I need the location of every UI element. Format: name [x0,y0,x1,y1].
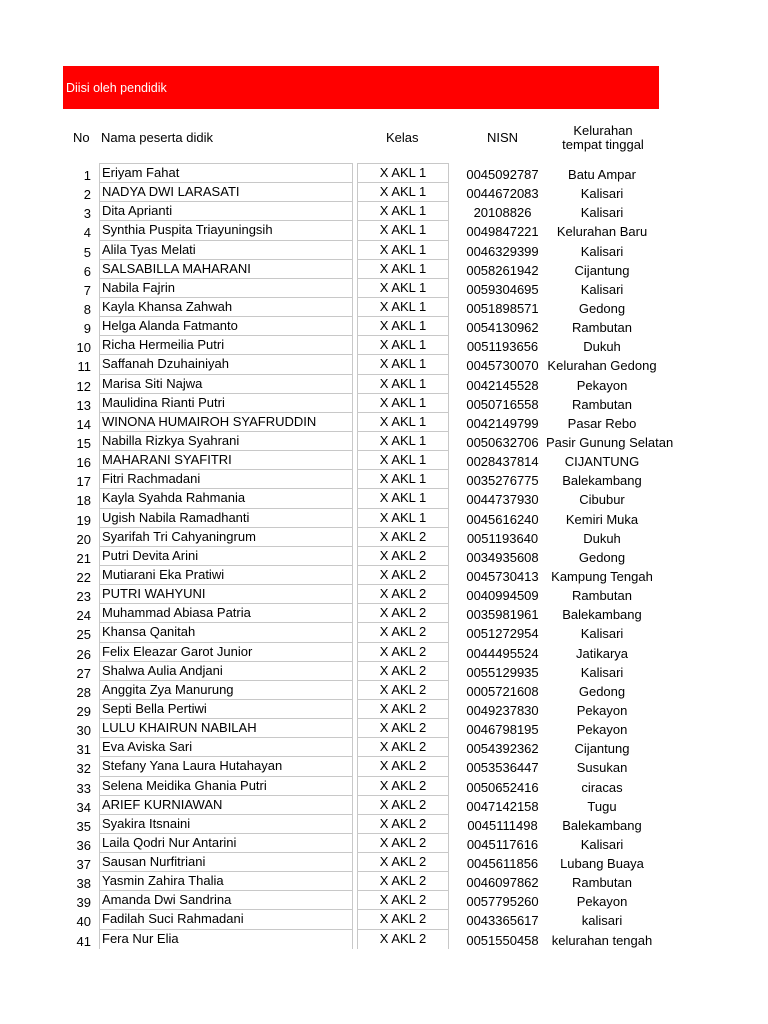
table-row [64,259,664,278]
nisn-value: 0047142158 [466,798,539,814]
student-name-field[interactable]: Amanda Dwi Sandrina [99,890,353,910]
nisn-value: 0045111498 [467,817,538,833]
nisn-value: 0035276775 [466,473,539,489]
nisn-value: 0051550458 [466,932,539,948]
kelas-field[interactable]: X AKL 2 [357,737,449,757]
row-number: 3 [83,206,91,222]
table-row [64,852,664,871]
kelas-field[interactable]: X AKL 2 [357,527,449,547]
table-row [64,756,664,775]
kelurahan-value: Pasar Rebo [567,415,637,431]
row-number: 24 [76,608,91,624]
student-name-field[interactable]: Dita Aprianti [99,201,353,221]
nisn-value: 0051193656 [466,339,539,355]
student-name-field[interactable]: PUTRI WAHYUNI [99,584,353,604]
student-name-field[interactable]: Selena Meidika Ghania Putri [99,776,353,796]
student-table [64,163,674,949]
row-number: 29 [76,703,91,719]
table-row [64,622,664,641]
student-name-field[interactable]: Nabilla Rizkya Syahrani [99,431,353,451]
nisn-value: 0057795260 [466,894,539,910]
nisn-value: 0044495524 [466,645,539,661]
table-row [64,929,664,948]
student-name-field[interactable]: MAHARANI SYAFITRI [99,450,353,470]
kelas-field[interactable]: X AKL 2 [357,890,449,910]
table-row [64,469,664,488]
kelurahan-value: ciracas [581,779,623,795]
kelas-field[interactable]: X AKL 1 [357,240,449,260]
kelas-field[interactable]: X AKL 1 [357,488,449,508]
nisn-value: 0045611856 [466,856,539,872]
kelurahan-value: Kalisari [580,836,624,852]
table-row [64,584,664,603]
kelas-field[interactable]: X AKL 1 [357,469,449,489]
table-row [64,240,664,259]
row-number: 26 [76,646,91,662]
student-name-field[interactable]: NADYA DWI LARASATI [99,182,353,202]
table-row [64,393,664,412]
kelurahan-value: Kalisari [580,205,624,221]
kelas-field[interactable]: X AKL 2 [357,642,449,662]
row-number: 34 [76,799,91,815]
table-row [64,450,664,469]
nisn-value: 20108826 [473,205,532,221]
row-number: 17 [76,474,91,490]
table-row [64,718,664,737]
student-name-field[interactable]: WINONA HUMAIROH SYAFRUDDIN [99,412,353,432]
nisn-value: 0042149799 [466,415,539,431]
kelas-field[interactable]: X AKL 1 [357,431,449,451]
kelurahan-value: Pekayon [576,722,628,738]
kelurahan-value: Pekayon [576,894,628,910]
table-row [64,603,664,622]
row-number: 8 [83,301,91,317]
row-number: 21 [76,550,91,566]
student-name-field[interactable]: Anggita Zya Manurung [99,680,353,700]
kelas-field[interactable]: X AKL 1 [357,412,449,432]
student-name-field[interactable]: Shalwa Aulia Andjani [99,661,353,681]
nisn-value: 0035981961 [466,607,539,623]
nisn-value: 0040994509 [466,588,539,604]
student-name-field[interactable]: Laila Qodri Nur Antarini [99,833,353,853]
table-row [64,182,664,201]
column-header-name: Nama peserta didik [101,130,213,145]
student-name-field[interactable]: Stefany Yana Laura Hutahayan [99,756,353,776]
nisn-value: 0045616240 [466,511,539,527]
student-name-field[interactable]: Kayla Khansa Zahwah [99,297,353,317]
table-row [64,909,664,928]
nisn-value: 0046097862 [466,875,539,891]
table-row [64,412,664,431]
student-name-field[interactable]: Alila Tyas Melati [99,240,353,260]
nisn-value: 0045730070 [466,358,539,374]
kelas-field[interactable]: X AKL 2 [357,776,449,796]
kelas-field[interactable]: X AKL 2 [357,546,449,566]
table-row [64,814,664,833]
kelas-field[interactable]: X AKL 1 [357,335,449,355]
table-row [64,220,664,239]
row-number: 36 [76,837,91,853]
kelas-field[interactable]: X AKL 2 [357,699,449,719]
kelas-field[interactable]: X AKL 2 [357,756,449,776]
kelurahan-value: Susukan [576,760,628,776]
nisn-value: 0045730413 [466,568,539,584]
row-number: 22 [76,569,91,585]
student-name-field[interactable]: Syakira Itsnaini [99,814,353,834]
student-name-field[interactable]: Septi Bella Pertiwi [99,699,353,719]
student-name-field[interactable]: Sausan Nurfitriani [99,852,353,872]
student-name-field[interactable]: Putri Devita Arini [99,546,353,566]
row-number: 30 [76,723,91,739]
kelas-field[interactable]: X AKL 2 [357,661,449,681]
kelurahan-value: kelurahan tengah [551,932,653,948]
nisn-value: 0044672083 [466,186,539,202]
student-name-field[interactable]: Yasmin Zahira Thalia [99,871,353,891]
kelurahan-value: Batu Ampar [568,167,636,182]
kelurahan-value: Kalisari [580,626,624,642]
kelurahan-value: Jatikarya [575,645,629,661]
table-row [64,335,664,354]
row-number: 1 [83,168,91,183]
kelurahan-value: Pasir Gunung Selatan [546,434,674,450]
kelas-field[interactable]: X AKL 1 [357,354,449,374]
kelurahan-value: Pekayon [576,377,628,393]
student-name-field[interactable]: Helga Alanda Fatmanto [99,316,353,336]
kelurahan-value: Gedong [578,683,626,699]
student-name-field[interactable]: Synthia Puspita Triayuningsih [99,220,353,240]
student-name-field[interactable]: Felix Eleazar Garot Junior [99,642,353,662]
kelas-field[interactable]: X AKL 2 [357,909,449,929]
table-row [64,297,664,316]
table-row [64,795,664,814]
kelurahan-value: CIJANTUNG [564,454,640,470]
row-number: 13 [76,397,91,413]
nisn-value: 0055129935 [466,664,539,680]
kelurahan-value: Kelurahan Gedong [547,358,657,374]
row-number: 27 [76,665,91,681]
table-row [64,163,664,182]
student-name-field[interactable]: Khansa Qanitah [99,622,353,642]
kelurahan-value: Balekambang [562,473,642,489]
kelurahan-value: Gedong [578,300,626,316]
kelurahan-value: Kemiri Muka [565,511,639,527]
row-number: 32 [76,761,91,777]
kelas-field[interactable]: X AKL 1 [357,163,449,183]
row-number: 16 [76,455,91,471]
kelas-field[interactable]: X AKL 1 [357,201,449,221]
kelurahan-value: Kalisari [580,243,624,259]
row-number: 33 [76,780,91,796]
nisn-value: 0046798195 [466,722,539,738]
row-number: 28 [76,684,91,700]
kelurahan-value: Dukuh [583,339,621,355]
nisn-value: 0049847221 [466,224,539,240]
row-number: 23 [76,589,91,605]
table-row [64,431,674,451]
kelas-field[interactable]: X AKL 1 [357,393,449,413]
row-number: 5 [83,244,91,260]
nisn-value: 0005721608 [466,683,539,699]
table-row [64,737,664,756]
table-row [64,776,664,795]
kelas-field[interactable]: X AKL 1 [357,220,449,240]
nisn-value: 0034935608 [466,549,539,565]
nisn-value: 0050632706 [466,434,539,450]
row-number: 19 [76,512,91,528]
table-row [64,316,664,335]
column-header-kelurahan-line1: Kelurahan [573,123,633,138]
row-number: 12 [76,378,91,394]
kelas-field[interactable]: X AKL 2 [357,814,449,834]
nisn-value: 0051193640 [466,530,539,546]
nisn-value: 0046329399 [466,243,539,259]
table-row [64,642,664,661]
column-header-no: No [73,130,90,145]
row-number: 18 [76,493,91,509]
row-number: 4 [83,225,91,241]
student-name-field[interactable]: LULU KHAIRUN NABILAH [99,718,353,738]
student-name-field[interactable]: ARIEF KURNIAWAN [99,795,353,815]
nisn-value: 0044737930 [466,492,539,508]
nisn-value: 0051898571 [466,300,539,316]
nisn-value: 0053536447 [466,760,539,776]
kelurahan-value: Balekambang [562,607,642,623]
kelurahan-value: Rambutan [572,588,632,604]
student-name-field[interactable]: Syarifah Tri Cahyaningrum [99,527,353,547]
table-row [64,527,664,546]
student-name-field[interactable]: Saffanah Dzuhainiyah [99,354,353,374]
kelurahan-value: kalisari [581,913,623,929]
nisn-value: 0059304695 [466,281,539,297]
row-number: 14 [76,416,91,432]
table-row [64,201,664,220]
kelurahan-value: Dukuh [583,530,621,546]
table-row [64,488,664,507]
table-row [64,565,664,584]
student-name-field[interactable]: Maulidina Rianti Putri [99,393,353,413]
row-number: 7 [83,282,91,298]
kelas-field[interactable]: X AKL 2 [357,584,449,604]
row-number: 37 [76,857,91,873]
kelas-field[interactable]: X AKL 2 [357,929,449,949]
row-number: 10 [76,340,91,356]
kelurahan-value: Tugu [587,798,617,814]
nisn-value: 0042145528 [466,377,539,393]
kelas-field[interactable]: X AKL 2 [357,795,449,815]
row-number: 40 [76,914,91,930]
table-row [64,354,664,373]
table-row [64,508,664,527]
section-banner [63,66,659,109]
table-row [64,278,664,297]
kelas-field[interactable]: X AKL 1 [357,374,449,394]
student-name-field[interactable]: SALSABILLA MAHARANI [99,259,353,279]
kelas-field[interactable]: X AKL 2 [357,680,449,700]
kelas-field[interactable]: X AKL 1 [357,182,449,202]
kelas-field[interactable]: X AKL 1 [357,259,449,279]
student-name-field[interactable]: Muhammad Abiasa Patria [99,603,353,623]
kelurahan-value: Cijantung [574,262,630,278]
nisn-value: 0028437814 [466,454,539,470]
kelas-field[interactable]: X AKL 2 [357,565,449,585]
kelurahan-value: Kampung Tengah [551,568,653,584]
row-number: 31 [76,742,91,758]
kelas-field[interactable]: X AKL 1 [357,450,449,470]
kelas-field[interactable]: X AKL 1 [357,297,449,317]
table-row [64,680,664,699]
kelas-field[interactable]: X AKL 1 [357,278,449,298]
row-number: 35 [76,818,91,834]
row-number: 9 [83,321,91,337]
student-name-field[interactable]: Fitri Rachmadani [99,469,353,489]
row-number: 6 [83,263,91,279]
student-name-field[interactable]: Kayla Syahda Rahmania [99,488,353,508]
kelas-field[interactable]: X AKL 2 [357,852,449,872]
student-name-field[interactable]: Ugish Nabila Ramadhanti [99,508,353,528]
student-name-field[interactable]: Nabila Fajrin [99,278,353,298]
kelurahan-value: Rambutan [572,320,632,336]
column-header-kelurahan-line2: tempat tinggal [562,137,644,152]
student-name-field[interactable]: Richa Hermeilia Putri [99,335,353,355]
student-name-field[interactable]: Eriyam Fahat [99,163,353,183]
student-name-field[interactable]: Eva Aviska Sari [99,737,353,757]
kelas-field[interactable]: X AKL 1 [357,316,449,336]
kelas-field[interactable]: X AKL 2 [357,603,449,623]
row-number: 39 [76,895,91,911]
column-header-kelurahan [548,124,658,152]
row-number: 20 [76,531,91,547]
kelas-field[interactable]: X AKL 2 [357,718,449,738]
nisn-value: 0054130962 [466,320,539,336]
kelurahan-value: Cijantung [574,741,630,757]
kelurahan-value: Kalisari [580,664,624,680]
kelas-field[interactable]: X AKL 1 [357,508,449,528]
kelas-field[interactable]: X AKL 2 [357,871,449,891]
kelas-field[interactable]: X AKL 2 [357,622,449,642]
kelurahan-value: Kelurahan Baru [556,224,648,240]
kelurahan-value: Rambutan [572,875,632,891]
column-header-nisn: NISN [487,130,519,145]
table-row [64,890,664,909]
nisn-value: 0054392362 [466,741,539,757]
column-header-kelas: Kelas [386,130,419,145]
student-name-field[interactable]: Mutiarani Eka Pratiwi [99,565,353,585]
student-name-field[interactable]: Fera Nur Elia [99,929,353,949]
kelurahan-value: Kalisari [580,186,624,202]
table-row [64,699,664,718]
student-name-field[interactable]: Fadilah Suci Rahmadani [99,909,353,929]
nisn-value: 0043365617 [466,913,539,929]
row-number: 41 [76,933,91,949]
kelurahan-value: Kalisari [580,281,624,297]
nisn-value: 0045092787 [466,167,539,182]
table-row [64,871,664,890]
nisn-value: 0045117616 [466,836,539,852]
row-number: 38 [76,876,91,892]
kelurahan-value: Balekambang [562,817,642,833]
table-row [64,546,664,565]
nisn-value: 0050652416 [466,779,539,795]
kelurahan-value: Gedong [578,549,626,565]
student-name-field[interactable]: Marisa Siti Najwa [99,374,353,394]
nisn-value: 0050716558 [466,396,539,412]
nisn-value: 0051272954 [466,626,539,642]
banner-text: Diisi oleh pendidik [66,81,167,95]
table-row [64,661,664,680]
kelurahan-value: Rambutan [572,396,632,412]
kelurahan-value: Pekayon [576,702,628,718]
kelas-field[interactable]: X AKL 2 [357,833,449,853]
row-number: 2 [83,187,91,203]
row-number: 25 [76,627,91,643]
nisn-value: 0058261942 [466,262,539,278]
kelurahan-value: Lubang Buaya [560,856,644,872]
row-number: 11 [77,359,91,375]
kelurahan-value: Cibubur [579,492,625,508]
row-number: 15 [76,435,91,451]
table-row [64,374,664,393]
nisn-value: 0049237830 [466,702,539,718]
table-row [64,833,664,852]
